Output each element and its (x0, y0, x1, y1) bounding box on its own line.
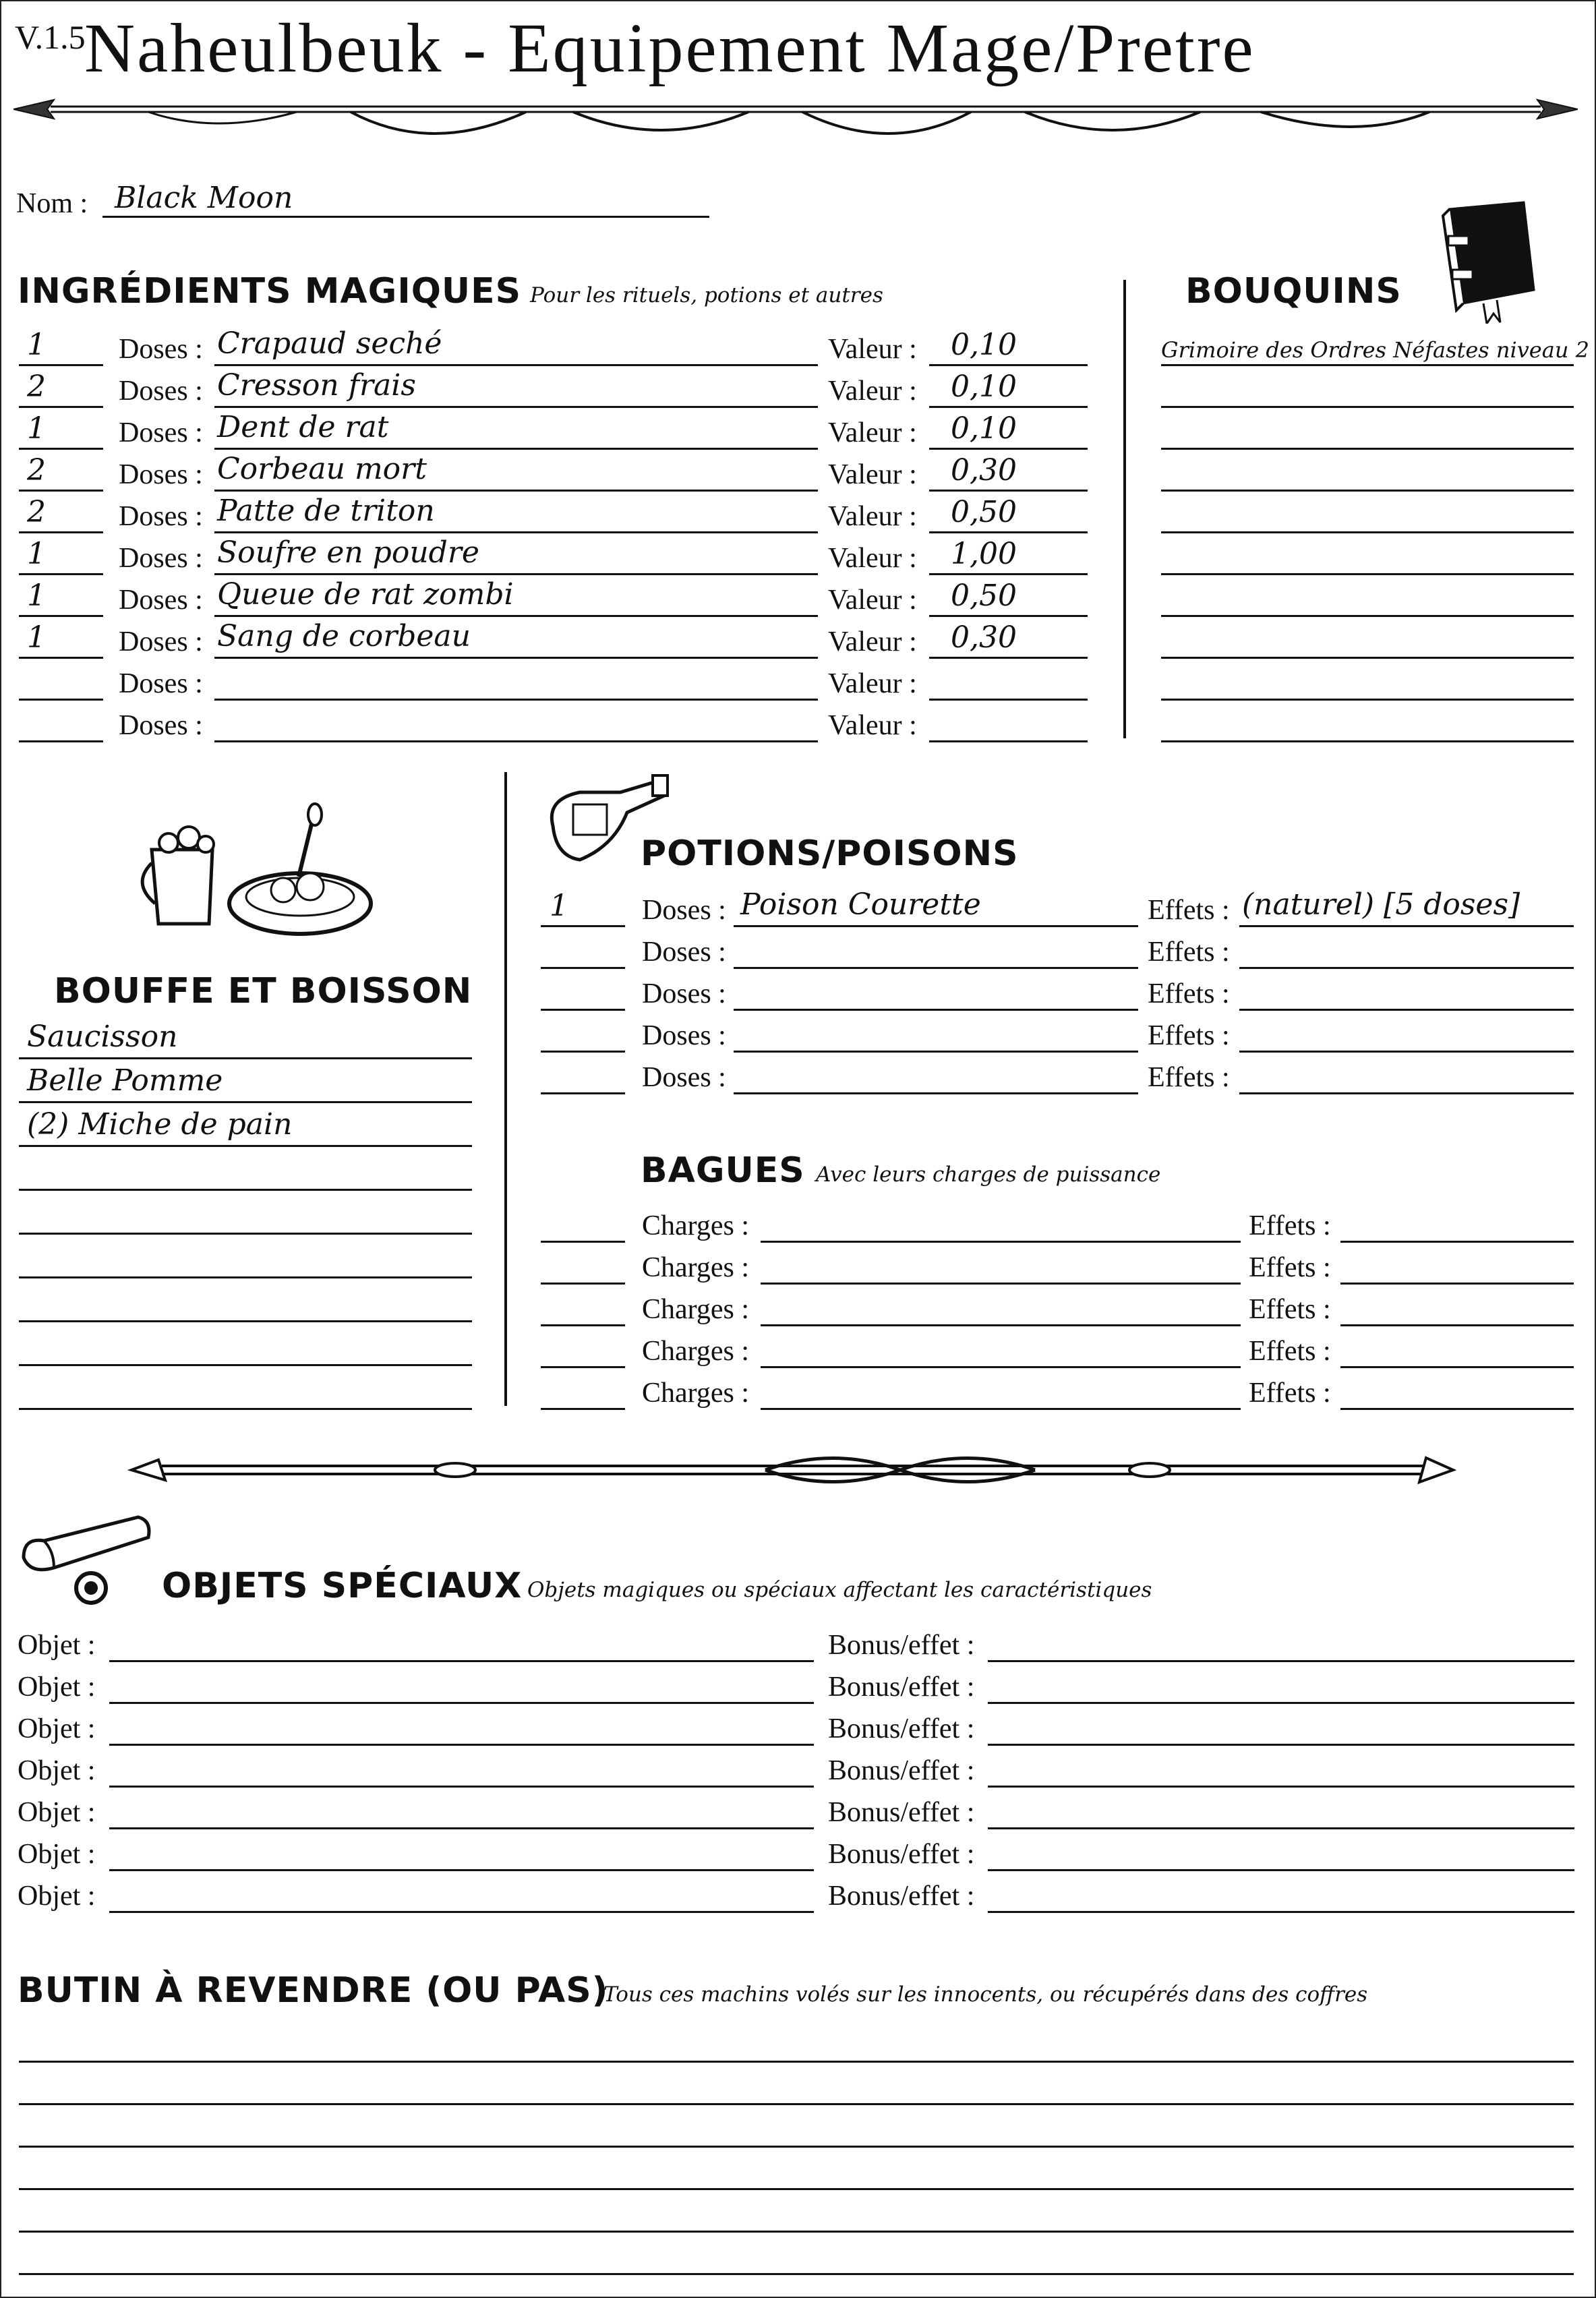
ingredient-value-line (929, 448, 1088, 450)
column-divider-2 (504, 772, 507, 1406)
ingredient-qty-line (19, 490, 103, 492)
bague-effet-line (1340, 1408, 1574, 1410)
bonus-line (988, 1869, 1574, 1871)
ingredient-doses-label: Doses : (119, 710, 203, 741)
book-icon (1436, 196, 1544, 324)
butin-line (19, 2103, 1574, 2105)
ingredient-name-line (214, 531, 818, 533)
objet-line (109, 1827, 814, 1829)
bonus-label: Bonus/effet : (828, 1881, 975, 1912)
nom-label: Nom : (16, 188, 88, 219)
butin-line (19, 2231, 1574, 2233)
ingredient-name-field[interactable]: Patte de triton (217, 494, 435, 528)
ingredient-name-line (214, 699, 818, 701)
bagues-title: BAGUES (641, 1150, 805, 1191)
ingredient-qty-field[interactable]: 2 (27, 495, 46, 529)
ingredient-name-line (214, 448, 818, 450)
ingredient-valeur-label: Valeur : (828, 543, 917, 574)
bonus-line (988, 1702, 1574, 1704)
ingredient-qty-line (19, 740, 103, 742)
ingredient-qty-field[interactable]: 2 (27, 370, 46, 404)
ingredient-value-line (929, 490, 1088, 492)
potion-doses-label: Doses : (642, 895, 726, 926)
potion-name-field[interactable]: Poison Courette (740, 887, 981, 922)
bouquin-line (1161, 364, 1574, 366)
bague-effet-line (1340, 1241, 1574, 1243)
bouquin-line (1161, 615, 1574, 617)
objet-line (109, 1702, 814, 1704)
nom-field[interactable]: Black Moon (115, 181, 293, 215)
potion-qty-line (541, 925, 625, 927)
bouquin-line (1161, 573, 1574, 575)
spear-divider-icon (13, 81, 1578, 148)
objet-line (109, 1744, 814, 1746)
ingredient-name-line (214, 490, 818, 492)
ingredient-value-line (929, 740, 1088, 742)
bouffe-line (19, 1408, 472, 1410)
butin-subtitle: Tous ces machins volés sur les innocents, ou récupérés dans des coffres (603, 1982, 1368, 2007)
bouquin-line (1161, 657, 1574, 659)
ingredient-doses-label: Doses : (119, 459, 203, 490)
bague-charges-label: Charges : (642, 1210, 750, 1241)
potion-doses-label: Doses : (642, 978, 726, 1009)
food-plate-icon (138, 802, 374, 944)
butin-line (19, 2146, 1574, 2148)
ingredient-name-field[interactable]: Dent de rat (217, 410, 389, 444)
bague-qty-line (541, 1241, 625, 1243)
ingredient-name-line (214, 406, 818, 408)
ingredient-qty-line (19, 448, 103, 450)
ingredient-name-field[interactable]: Crapaud seché (217, 326, 442, 361)
ingredient-qty-field[interactable]: 1 (27, 579, 46, 613)
bague-charges-line (761, 1283, 1241, 1285)
bague-charges-label: Charges : (642, 1294, 750, 1325)
potion-effet-field[interactable]: (naturel) [5 doses] (1242, 887, 1520, 922)
ingredient-name-line (214, 740, 818, 742)
ingredient-valeur-label: Valeur : (828, 626, 917, 657)
bague-charges-label: Charges : (642, 1252, 750, 1283)
bague-qty-line (541, 1366, 625, 1368)
ingredients-title: INGRÉDIENTS MAGIQUES (18, 271, 522, 312)
ingredient-valeur-label: Valeur : (828, 334, 917, 365)
ingredient-value-line (929, 699, 1088, 701)
bouffe-line (19, 1057, 472, 1059)
objets-subtitle: Objets magiques ou spéciaux affectant les caractéristiques (527, 1578, 1152, 1602)
bouquin-line (1161, 490, 1574, 492)
bagues-subtitle: Avec leurs charges de puissance (816, 1162, 1161, 1187)
objet-label: Objet : (18, 1839, 96, 1870)
objets-title: OBJETS SPÉCIAUX (162, 1566, 523, 1606)
potion-name-line (734, 1009, 1138, 1011)
ingredient-qty-line (19, 573, 103, 575)
ingredient-value-field[interactable]: 0,10 (951, 328, 1017, 362)
ingredient-qty-field[interactable]: 1 (27, 411, 46, 446)
potion-effets-label: Effets : (1148, 1020, 1230, 1051)
potion-effet-line (1239, 1051, 1574, 1053)
ingredient-doses-label: Doses : (119, 543, 203, 574)
ingredient-value-field[interactable]: 0,10 (951, 370, 1017, 404)
ingredient-value-line (929, 615, 1088, 617)
bonus-label: Bonus/effet : (828, 1755, 975, 1786)
bague-charges-label: Charges : (642, 1336, 750, 1367)
objet-label: Objet : (18, 1630, 96, 1661)
ingredient-qty-line (19, 699, 103, 701)
ingredient-valeur-label: Valeur : (828, 376, 917, 407)
ingredient-name-line (214, 657, 818, 659)
bague-charges-line (761, 1241, 1241, 1243)
ingredient-doses-label: Doses : (119, 668, 203, 699)
ingredient-name-field[interactable]: Queue de rat zombi (217, 577, 514, 612)
bouquin-line (1161, 406, 1574, 408)
potion-effet-line (1239, 925, 1574, 927)
potion-doses-label: Doses : (642, 937, 726, 968)
bouffe-field[interactable]: Saucisson (27, 1020, 178, 1054)
ingredient-valeur-label: Valeur : (828, 459, 917, 490)
potion-effets-label: Effets : (1148, 895, 1230, 926)
bague-effet-line (1340, 1324, 1574, 1326)
potion-effet-line (1239, 967, 1574, 969)
potion-name-line (734, 925, 1138, 927)
bonus-label: Bonus/effet : (828, 1672, 975, 1703)
ingredient-name-line (214, 615, 818, 617)
bouffe-line (19, 1320, 472, 1322)
potion-effets-label: Effets : (1148, 978, 1230, 1009)
ingredient-value-field[interactable]: 0,50 (951, 495, 1017, 529)
ingredient-qty-field[interactable]: 1 (27, 328, 46, 362)
ingredients-subtitle: Pour les rituels, potions et autres (530, 283, 883, 307)
bouffe-title: BOUFFE ET BOISSON (54, 971, 473, 1011)
bague-charges-line (761, 1324, 1241, 1326)
ingredient-qty-field[interactable]: 2 (27, 453, 46, 488)
bague-charges-line (761, 1366, 1241, 1368)
potion-qty-line (541, 967, 625, 969)
ingredient-value-field[interactable]: 0,50 (951, 579, 1017, 613)
objet-line (109, 1911, 814, 1913)
scroll-ring-icon (17, 1510, 158, 1612)
bonus-line (988, 1660, 1574, 1662)
bouffe-field[interactable]: Belle Pomme (27, 1063, 223, 1098)
bouquin-line (1161, 531, 1574, 533)
ingredient-valeur-label: Valeur : (828, 417, 917, 448)
bonus-label: Bonus/effet : (828, 1839, 975, 1870)
bague-qty-line (541, 1324, 625, 1326)
potions-title: POTIONS/POISONS (641, 833, 1019, 874)
bague-effet-line (1340, 1283, 1574, 1285)
potion-name-line (734, 967, 1138, 969)
bouffe-line (19, 1233, 472, 1235)
potion-effets-label: Effets : (1148, 937, 1230, 968)
ingredient-name-field[interactable]: Cresson frais (217, 368, 416, 403)
objet-line (109, 1869, 814, 1871)
bonus-line (988, 1786, 1574, 1788)
objet-label: Objet : (18, 1672, 96, 1703)
ingredient-value-field[interactable]: 1,00 (951, 537, 1017, 571)
ingredient-qty-line (19, 531, 103, 533)
objet-label: Objet : (18, 1881, 96, 1912)
potion-doses-label: Doses : (642, 1020, 726, 1051)
column-divider (1123, 280, 1126, 738)
bonus-line (988, 1911, 1574, 1913)
potion-qty-line (541, 1051, 625, 1053)
ingredient-qty-line (19, 406, 103, 408)
ingredient-doses-label: Doses : (119, 501, 203, 532)
ingredient-value-line (929, 657, 1088, 659)
ingredient-qty-line (19, 615, 103, 617)
bague-effets-label: Effets : (1249, 1210, 1331, 1241)
bague-qty-line (541, 1283, 625, 1285)
bouffe-line (19, 1364, 472, 1366)
ingredient-valeur-label: Valeur : (828, 501, 917, 532)
bonus-label: Bonus/effet : (828, 1797, 975, 1828)
ingredient-qty-line (19, 364, 103, 366)
objet-line (109, 1786, 814, 1788)
bague-effets-label: Effets : (1249, 1378, 1331, 1409)
bouquin-line (1161, 699, 1574, 701)
potion-qty-field[interactable]: 1 (550, 889, 568, 923)
ingredient-qty-field[interactable]: 1 (27, 537, 46, 571)
ingredient-value-line (929, 573, 1088, 575)
bague-effets-label: Effets : (1249, 1336, 1331, 1367)
bouquin-line (1161, 448, 1574, 450)
bonus-label: Bonus/effet : (828, 1630, 975, 1661)
bouffe-line (19, 1101, 472, 1103)
version-label: V.1.5 (15, 18, 86, 56)
ingredient-name-field[interactable]: Corbeau mort (217, 452, 427, 486)
objet-label: Objet : (18, 1797, 96, 1828)
ingredient-doses-label: Doses : (119, 376, 203, 407)
ingredient-doses-label: Doses : (119, 334, 203, 365)
objet-label: Objet : (18, 1755, 96, 1786)
ingredient-doses-label: Doses : (119, 626, 203, 657)
page-title: Naheulbeuk - Equipement Mage/Pretre (84, 9, 1255, 87)
bonus-line (988, 1744, 1574, 1746)
butin-line (19, 2188, 1574, 2190)
ingredient-name-field[interactable]: Soufre en poudre (217, 535, 479, 570)
ingredient-value-line (929, 406, 1088, 408)
bague-charges-label: Charges : (642, 1378, 750, 1409)
objet-line (109, 1660, 814, 1662)
objet-label: Objet : (18, 1713, 96, 1744)
ingredient-valeur-label: Valeur : (828, 585, 917, 616)
bague-charges-line (761, 1408, 1241, 1410)
potion-effet-line (1239, 1092, 1574, 1094)
ingredient-doses-label: Doses : (119, 417, 203, 448)
potion-name-line (734, 1051, 1138, 1053)
staff-divider-icon (125, 1443, 1460, 1497)
ingredient-qty-line (19, 657, 103, 659)
potion-qty-line (541, 1009, 625, 1011)
ingredient-valeur-label: Valeur : (828, 710, 917, 741)
ingredient-name-line (214, 364, 818, 366)
potion-effets-label: Effets : (1148, 1062, 1230, 1093)
potion-name-line (734, 1092, 1138, 1094)
butin-line (19, 2061, 1574, 2063)
ingredient-qty-field[interactable]: 1 (27, 620, 46, 655)
ingredient-value-field[interactable]: 0,10 (951, 411, 1017, 446)
butin-title: BUTIN À REVENDRE (OU PAS) (18, 1970, 609, 2011)
potion-effet-line (1239, 1009, 1574, 1011)
bouffe-line (19, 1145, 472, 1147)
bonus-line (988, 1827, 1574, 1829)
butin-line (19, 2273, 1574, 2275)
ingredient-valeur-label: Valeur : (828, 668, 917, 699)
bouffe-line (19, 1276, 472, 1278)
potion-doses-label: Doses : (642, 1062, 726, 1093)
potion-qty-line (541, 1092, 625, 1094)
ingredient-value-line (929, 364, 1088, 366)
bouquin-line (1161, 740, 1574, 742)
bonus-label: Bonus/effet : (828, 1713, 975, 1744)
bouffe-line (19, 1189, 472, 1191)
ingredient-name-field[interactable]: Sang de corbeau (217, 619, 471, 653)
ingredient-value-field[interactable]: 0,30 (951, 453, 1017, 488)
bouquins-title: BOUQUINS (1185, 271, 1402, 312)
bouffe-field[interactable]: (2) Miche de pain (27, 1107, 293, 1142)
ingredient-value-line (929, 531, 1088, 533)
ingredient-doses-label: Doses : (119, 585, 203, 616)
bague-effet-line (1340, 1366, 1574, 1368)
bouquin-field[interactable]: Grimoire des Ordres Néfastes niveau 2 (1161, 337, 1589, 363)
bague-qty-line (541, 1408, 625, 1410)
bague-effets-label: Effets : (1249, 1252, 1331, 1283)
ingredient-name-line (214, 573, 818, 575)
bague-effets-label: Effets : (1249, 1294, 1331, 1325)
ingredient-value-field[interactable]: 0,30 (951, 620, 1017, 655)
